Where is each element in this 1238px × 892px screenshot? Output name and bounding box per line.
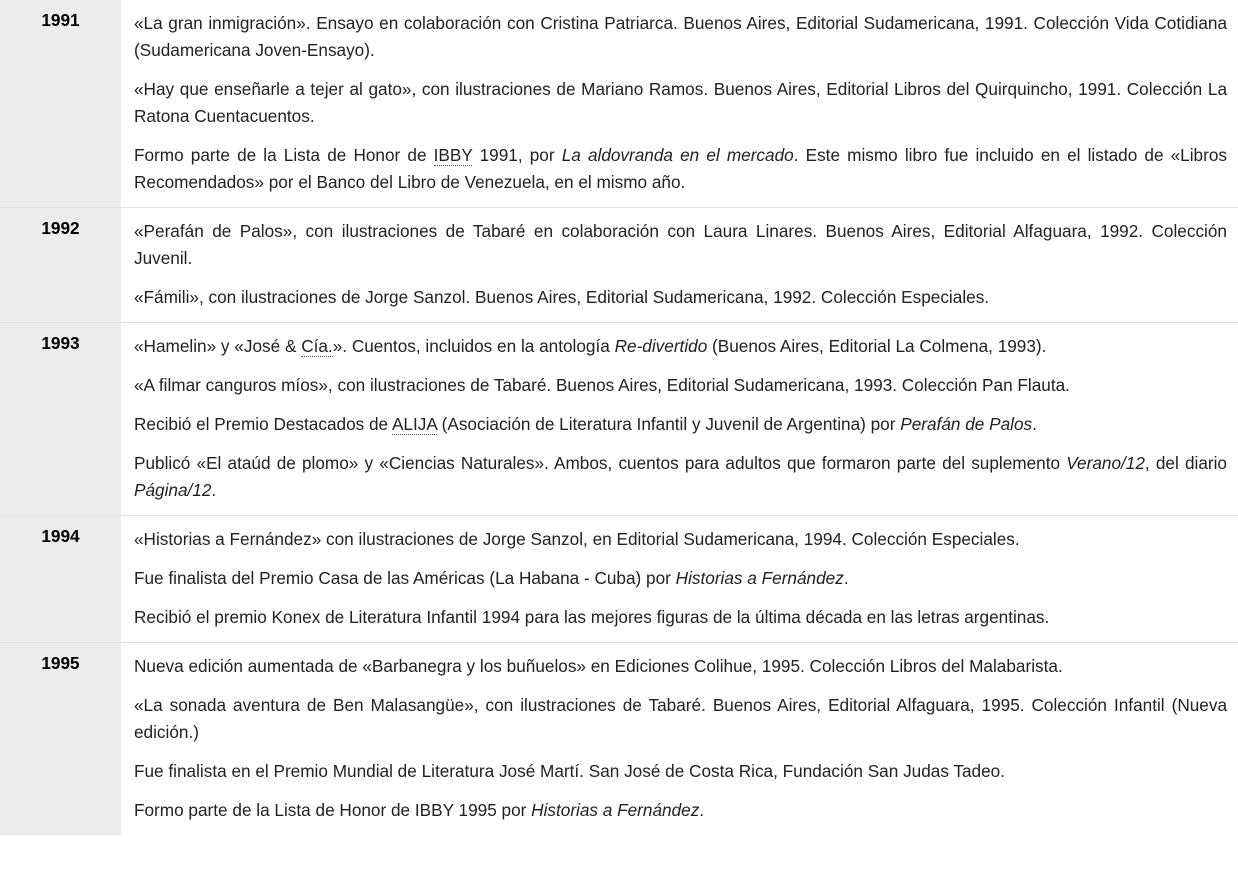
year-label: 1992 [41,218,80,238]
year-cell [0,208,121,323]
entries-cell [121,208,1238,323]
entry-paragraph [134,653,1227,680]
entry-text: . [1032,414,1037,434]
year-row [0,0,1238,208]
entry-paragraph [134,450,1227,504]
entry-text: Formo parte de la Lista de Honor de [134,145,434,165]
work-title: La aldovranda en el mercado [561,145,794,165]
entry-text: Publicó «El ataúd de plomo» y «Ciencias Naturales». Ambos, cuentos para adultos que formaron parte del suplemento [134,453,1067,473]
entry-text: . [843,568,849,588]
entry-text: «Hamelin» y «José & [134,336,302,356]
entry-text: (Buenos Aires, Editorial La Colmena, 1993). [707,336,1047,356]
entry-text: «Fámili», con ilustraciones de Jorge Sanzol. Buenos Aires, Editorial Sudamericana, 1992. Colección Especiales. [134,287,990,307]
work-title: Historias a Fernández [531,800,700,820]
work-title: Página/12 [134,480,212,500]
entries-cell [121,323,1238,516]
entry-text: 1991, por [472,145,562,165]
entry-text: . [211,480,217,500]
entry-paragraph [134,284,1227,311]
work-title: Perafán de Palos [900,414,1033,434]
year-row [0,208,1238,323]
entries-cell [121,0,1238,208]
entry-paragraph [134,142,1227,196]
entry-text: ». Cuentos, incluidos en la antología [332,336,615,356]
entry-text: «Perafán de Palos», con ilustraciones de Tabaré en colaboración con Laura Linares. Buenos Aires, Editorial Alfaguara, 1992. Colección Juvenil. [134,221,1227,268]
year-label: 1993 [41,333,80,353]
entry-text: «A filmar canguros míos», con ilustraciones de Tabaré. Buenos Aires, Editorial Sudamericana, 1993. Colección Pan Flauta. [134,375,1070,395]
entries-cell [121,516,1238,643]
entry-text: . Este mismo libro fue incluido en el listado de «Libros Recomendados» por el Banco del Libro de Venezuela, en el mismo año. [134,145,1227,192]
entry-paragraph [134,411,1227,438]
work-title: Verano/12 [1066,453,1145,473]
year-row [0,323,1238,516]
entry-paragraph [134,372,1227,399]
entry-paragraph [134,797,1227,824]
abbreviation: Cía. [301,336,333,356]
entry-text: «La sonada aventura de Ben Malasangüe», con ilustraciones de Tabaré. Buenos Aires, Editorial Alfaguara, 1995. Colección Infantil (Nueva edición.) [134,695,1227,742]
entry-paragraph [134,76,1227,130]
entry-paragraph [134,758,1227,785]
entry-text: , del diario [1144,453,1227,473]
entries-cell [121,643,1238,836]
entry-paragraph [134,526,1227,553]
entry-text: Fue finalista del Premio Casa de las Américas (La Habana - Cuba) por [134,568,676,588]
entry-paragraph [134,333,1227,360]
year-label: 1995 [41,653,80,673]
abbreviation: ALIJA [391,414,437,434]
year-label: 1991 [41,10,80,30]
entry-text: Recibió el Premio Destacados de [134,414,392,434]
entry-paragraph [134,604,1227,631]
entry-paragraph [134,565,1227,592]
entry-paragraph [134,692,1227,746]
entry-text: Nueva edición aumentada de «Barbanegra y los buñuelos» en Ediciones Colihue, 1995. Colección Libros del Malabarista. [134,656,1063,676]
year-label: 1994 [41,526,80,546]
year-cell [0,0,121,208]
entry-text: . [699,800,705,820]
entry-paragraph [134,10,1227,64]
entry-text: «Historias a Fernández» con ilustraciones de Jorge Sanzol, en Editorial Sudamericana, 1994. Colección Especiales. [134,529,1020,549]
year-cell [0,643,121,836]
entry-text: Formo parte de la Lista de Honor de IBBY 1995 por [134,800,532,820]
year-cell [0,323,121,516]
year-row [0,643,1238,836]
entry-text: «La gran inmigración». Ensayo en colaboración con Cristina Patriarca. Buenos Aires, Editorial Sudamericana, 1991. Colección Vida Cotidiana (Sudamericana Joven-Ensayo). [134,13,1227,60]
year-cell [0,516,121,643]
entry-text: «Hay que enseñarle a tejer al gato», con ilustraciones de Mariano Ramos. Buenos Aires, Editorial Libros del Quirquincho, 1991. Colección La Ratona Cuentacuentos. [134,79,1227,126]
entry-text: Fue finalista en el Premio Mundial de Literatura José Martí. San José de Costa Rica, Fundación San Judas Tadeo. [134,761,1005,781]
work-title: Historias a Fernández [675,568,844,588]
work-title: Re-divertido [614,336,708,356]
entry-text: Recibió el premio Konex de Literatura Infantil 1994 para las mejores figuras de la última década en las letras argentinas. [134,607,1050,627]
abbreviation: IBBY [433,145,473,165]
year-row [0,516,1238,643]
entry-text: (Asociación de Literatura Infantil y Juvenil de Argentina) por [436,414,901,434]
entry-paragraph [134,218,1227,272]
